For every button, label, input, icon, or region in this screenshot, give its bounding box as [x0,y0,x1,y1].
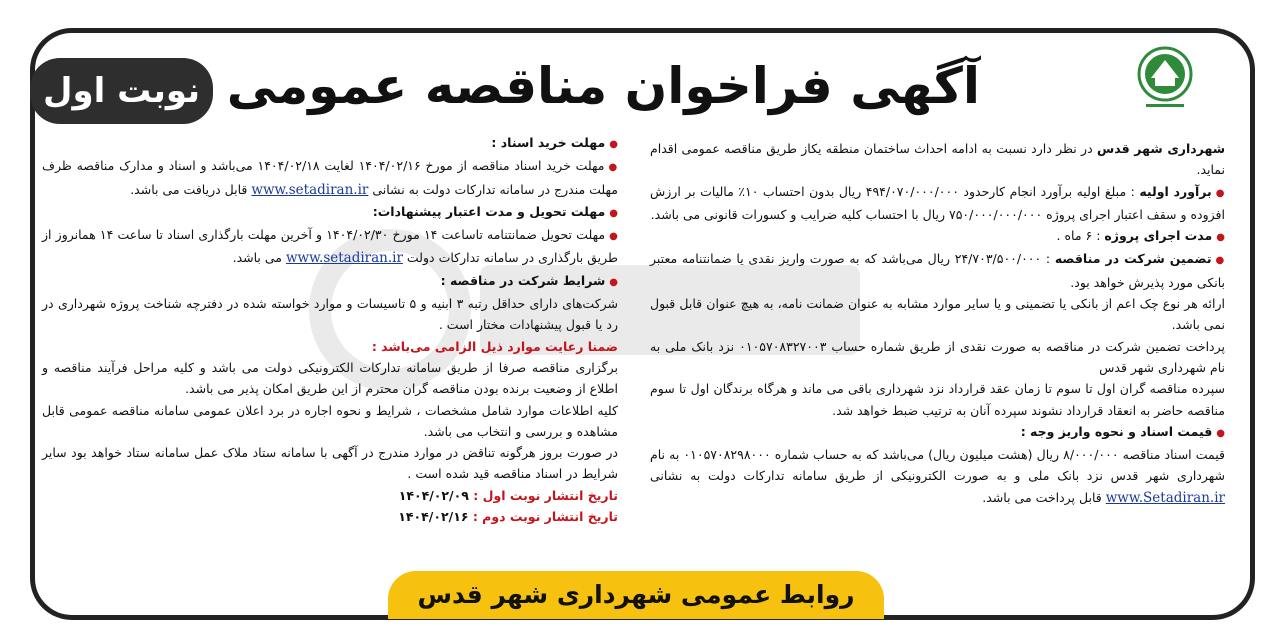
notice-title: ضمنا رعایت موارد ذیل الزامی می‌باشد : [371,338,618,354]
left-column [42,132,618,527]
notice-info: کلیه اطلاعات موارد شامل مشخصات ، شرایط و نحوه اجاره در برد اعلان عمومی سامانه مناقصه عمومی قابل مشاهده و بررسی و انتخاب می باشد. [42,402,618,439]
guarantee-payment-note: پرداخت تضمین شرکت در مناقصه به صورت نقدی از طریق شماره حساب ۰۱۰۵۷۰۸۳۲۷۰۰۳ نزد بانک ملی به نام شهرداری شهر قدس [650,338,1225,375]
setadiran-link[interactable]: www.Setadiran.ir [1105,489,1225,506]
delivery-title: ● مهلت تحویل و مدت اعتبار پیشنهادات: [42,201,618,224]
conditions-text: شرکت‌های دارای حداقل رتبه ۳ ابنیه و ۵ تاسیسات و موارد خواسته شده در دفترچه شناخت پروژه شهرداری در رد یا قبول پیشنهادات مختار است . [42,296,619,333]
publish-second-label: تاریخ انتشار نوبت دوم : [472,509,618,525]
deadline-title: ● مهلت خرید اسناد : [42,132,618,155]
publish-first-date: ۱۴۰۴/۰۲/۰۹ [398,487,474,503]
edition-badge: نوبت اول [30,58,213,124]
estimate-paragraph [650,181,1225,226]
page-title: آگهی فراخوان مناقصه عمومی [226,57,980,115]
price-title: ● قیمت اسناد و نحوه واریز وجه : [650,421,1225,444]
publish-date-second [42,506,618,527]
notice-electronic: برگزاری مناقصه صرفا از طریق سامانه تدارکات الکترونیکی دولت می باشد و کلیه مراحل فرآیند مناقصه و اطلاع از وضعیت برنده بودن مناقصه گران محترم از این طریق امکان پذیر می باشد. [42,359,618,397]
guarantee-paragraph [650,248,1225,293]
publish-first-label: تاریخ انتشار نوبت اول : [473,487,618,503]
delivery-tail: می باشد. [232,250,286,266]
duration-paragraph [650,225,1225,248]
estimate-text: : مبلغ اولیه برآورد انجام کارحدود ۴۹۴/۰۷۰/۰۰۰/۰۰۰ ریال بدون احتساب ۱۰٪ مالیات بر ارزش افزوده و سقف اعتبار اجرای پروژه ۷۵۰/۰۰۰/۰۰۰/۰۰۰ ریال با احتساب کلیه ضرایب و کسورات قانونی می باشد. [650,183,1225,222]
deadline-tail: قابل دریافت می باشد. [130,181,252,197]
price-tail: قابل پرداخت می باشد. [982,489,1106,505]
intro-bold: شهرداری شهر قدس [1096,141,1225,156]
delivery-link[interactable]: www.setadiran.ir [285,250,403,267]
notice-conflict: در صورت بروز هرگونه تناقض در موارد مندرج در آگهی با سامانه ستاد ملاک عمل سامانه ستاد خواهد بود سایر شرایط در اسناد مناقصه قید شده است . [42,445,618,482]
duration-text: : ۶ ماه . [1056,228,1105,244]
guarantee-deposit-note: سپرده مناقصه گران اول تا سوم تا زمان عقد قرارداد نزد شهرداری باقی می ماند و هرگاه برندگان اول تا سوم مناقصه حاضر به انعقاد قرارداد نشوند سپرده آنان به ترتیب ضبط خواهد شد. [650,381,1225,418]
estimate-title: برآورد اولیه [1139,183,1212,199]
delivery-text: مهلت تحویل ضمانتنامه تاساعت ۱۴ مورخ ۱۴۰۴/۰۲/۳۰ و آخرین مهلت بارگذاری اسناد تا ساعت ۱۴ همانروز از طریق بارگذاری در سامانه تدارکات دولت [42,227,618,266]
guarantee-cheque-note: ارائه هر نوع چک اعم از بانکی یا تضمینی و یا سایر موارد مشابه به عنوان ضمانت نامه، به هیچ عنوان قابل قبول نمی باشد. [650,296,1225,333]
guarantee-text: : ۲۴/۷۰۳/۵۰۰/۰۰۰ ریال می‌باشد که به صورت واریز نقدی یا ضمانتنامه معتبر بانکی مورد پذیرش خواهد بود. [650,251,1225,290]
intro-paragraph [650,138,1225,181]
footer-banner: روابط عمومی شهرداری شهر قدس [388,571,884,619]
duration-title: مدت اجرای پروژه [1104,228,1213,244]
guarantee-title: تضمین شرکت در مناقصه [1054,251,1212,267]
publish-date-first [42,485,618,506]
price-paragraph [650,444,1225,509]
publish-second-date: ۱۴۰۴/۰۲/۱۶ [398,509,473,525]
deadline-paragraph [42,155,618,201]
conditions-title: ● شرایط شرکت در مناقصه : [42,270,618,293]
intro-text: در نظر دارد نسبت به ادامه احداث ساختمان منطقه یکاز طریق مناقصه عمومی اقدام نماید. [650,141,1225,178]
price-text: قیمت اسناد مناقصه ۸/۰۰۰/۰۰۰ ریال (هشت میلیون ریال) می‌باشد که به حساب شماره ۰۱۰۵۷۰۸۲۹۸۰۰۰ به نام شهرداری شهر قدس نزد بانک ملی و به صورت الکترونیکی از طریق سامانه تدارکات دولت به نشانی [650,447,1226,484]
right-column [650,138,1225,509]
deadline-text: مهلت خرید اسناد مناقصه از مورخ ۱۴۰۴/۰۲/۱۶ لغایت ۱۴۰۴/۰۲/۱۸ می‌باشد و اسناد و مدارک مناقصه ظرف مهلت مندرج در سامانه تدارکات دولت به نشانی [42,158,618,197]
municipality-logo [1136,44,1194,116]
delivery-paragraph [42,224,618,270]
deadline-link[interactable]: www.setadiran.ir [251,181,369,198]
